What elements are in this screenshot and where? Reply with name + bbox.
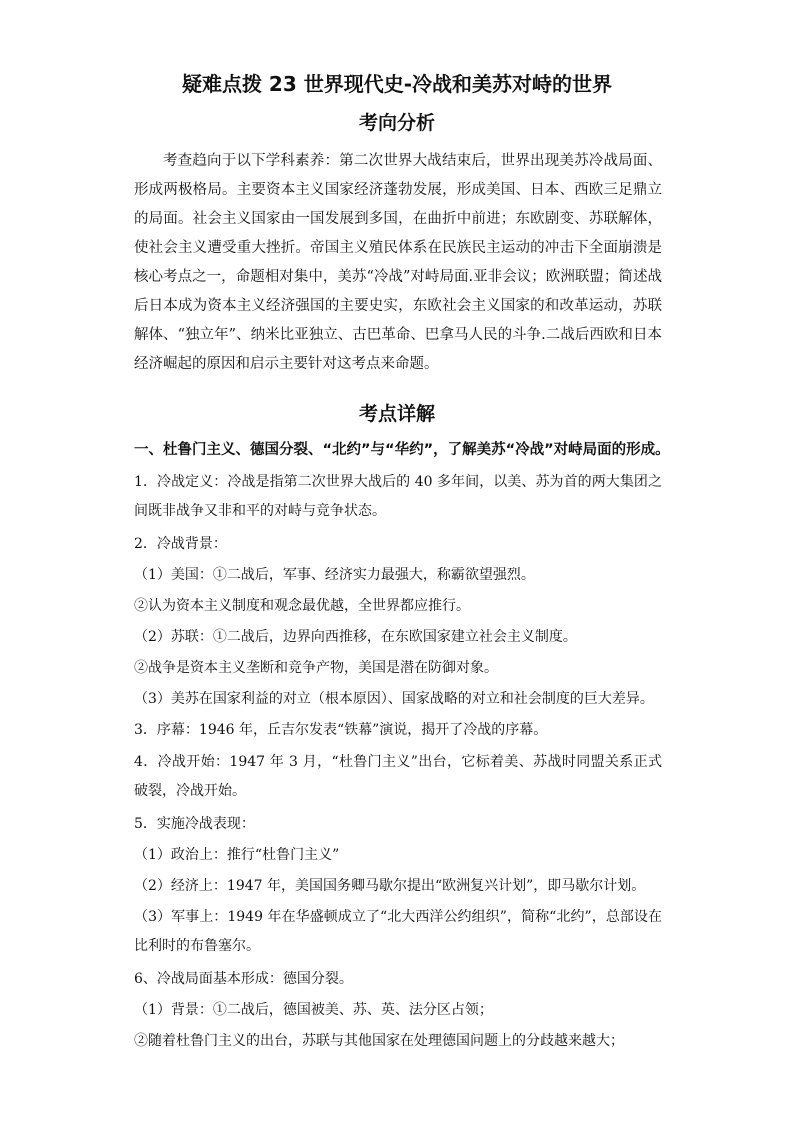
paragraph-item: （3）美苏在国家利益的对立（根本原因）、国家战略的对立和社会制度的巨大差异。 <box>134 691 654 707</box>
paragraph-item: ②随着杜鲁门主义的出台，苏联与其他国家在处理德国问题上的分歧越来越大； <box>134 1033 624 1049</box>
paragraph-item: 2．冷战背景： <box>134 536 227 552</box>
paragraph-item: （2）经济上：1947 年，美国国务卿马歇尔提出“欧洲复兴计划”，即马歇尔计划。 <box>134 878 646 894</box>
paragraph-item: （1）背景：①二战后，德国被美、苏、英、法分区占领； <box>134 1002 493 1018</box>
subheading-1: 一、杜鲁门主义、德国分裂、“北约”与“华约”，了解美苏“冷战”对峙局面的形成。 <box>134 442 670 458</box>
paragraph-item: （1）政治上：推行“杜鲁门主义” <box>134 847 340 863</box>
paragraph-item: （1）美国：①二战后，军事、经济实力最强大，称霸欲望强烈。 <box>134 567 535 583</box>
paragraph-item: ②认为资本主义制度和观念最优越，全世界都应推行。 <box>134 598 470 614</box>
paragraph-item: ②战争是资本主义垄断和竞争产物，美国是潜在防御对象。 <box>134 660 498 676</box>
paragraph-item: （3）军事上：1949 年在华盛顿成立了“北大西洋公约组织”，简称“北约”，总部设在比利时的布鲁塞尔。 <box>134 909 662 954</box>
paragraph-item: 5．实施冷战表现： <box>134 816 255 832</box>
document-title: 疑难点拨 23 世界现代史-冷战和美苏对峙的世界 <box>181 72 613 96</box>
paragraph-item: 1．冷战定义：冷战是指第二次世界大战后的 40 多年间，以美、苏为首的两大集团之间既非战争又非和平的对峙与竞争状态。 <box>134 474 662 519</box>
section-heading-details: 考点详解 <box>358 403 435 425</box>
section-heading-analysis: 考向分析 <box>358 112 435 134</box>
paragraph-item: 4．冷战开始：1947 年 3 月，“杜鲁门主义”出台，它标着美、苏战时同盟关系正式破裂，冷战开始。 <box>134 754 662 799</box>
intro-paragraph: 考查趋向于以下学科素养：第二次世界大战结束后，世界出现美苏冷战局面、形成两极格局。主要资本主义国家经济蓬勃发展，形成美国、日本、西欧三足鼎立的局面。社会主义国家由一国发展到多国，在曲折中前进；东欧剧变、苏联解体，使社会主义遭受重大挫折。帝国主义殖民体系在民族民主运动的冲击下全面崩溃是核心考点之一，命题相对集中，美苏“冷战”对峙局面.亚非会议；欧洲联盟；简述战后日本成为资本主义经济强国的主要史实，东欧社会主义国家的和改革运动，苏联解体、“独立年”、纳米比亚独立、古巴革命、巴拿马人民的斗争.二战后西欧和日本经济崛起的原因和启示主要针对这考点来命题。 <box>134 153 662 372</box>
paragraph-item: （2）苏联：①二战后，边界向西推移，在东欧国家建立社会主义制度。 <box>134 629 577 645</box>
paragraph-item: 6、冷战局面基本形成：德国分裂。 <box>134 971 353 987</box>
paragraph-item: 3．序幕：1946 年，丘吉尔发表“铁幕”演说，揭开了冷战的序幕。 <box>134 722 548 738</box>
